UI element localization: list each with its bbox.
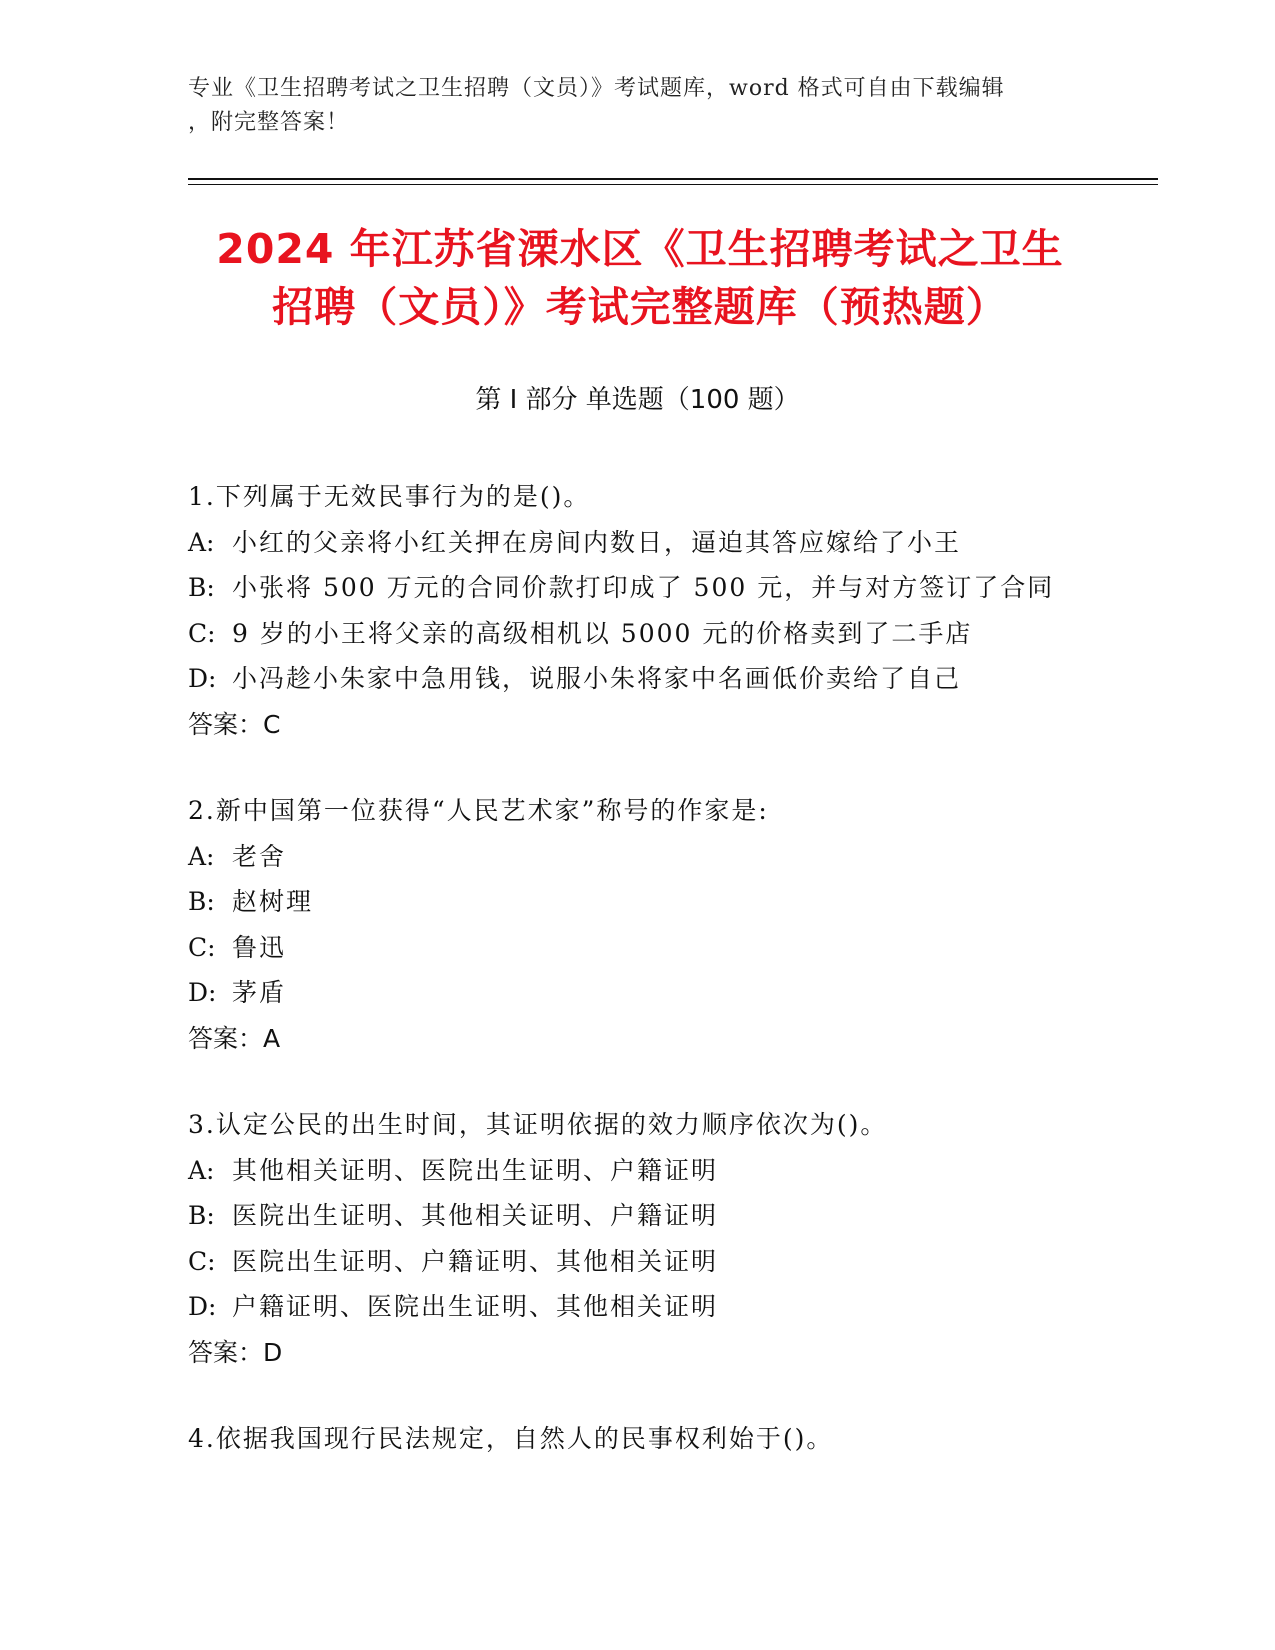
option-b [188, 1193, 1148, 1239]
option-text: 小冯趁小朱家中急用钱，说服小朱将家中名画低价卖给了自己 [232, 664, 962, 693]
option-c [188, 611, 1148, 657]
option-text: 鲁迅 [232, 932, 287, 962]
header-divider-thick [188, 178, 1158, 180]
option-text: 茅盾 [232, 978, 287, 1007]
question-4 [188, 1416, 1148, 1462]
option-text: 户籍证明、医院出生证明、其他相关证明 [232, 1292, 719, 1321]
option-key: B: [188, 573, 215, 602]
option-key: B: [188, 887, 215, 916]
question-list [188, 474, 1148, 1503]
header-note [188, 72, 1088, 140]
option-key: C: [188, 932, 216, 962]
option-text: 9 岁的小王将父亲的高级相机以 5000 元的价格卖到了二手店 [232, 618, 973, 648]
document-title [160, 220, 1120, 336]
option-c [188, 1239, 1148, 1285]
header-divider-thin [188, 184, 1158, 185]
option-text: 老舍 [232, 841, 287, 871]
option-a [188, 520, 1148, 566]
question-stem: 4.依据我国现行民法规定，自然人的民事权利始于()。 [188, 1424, 834, 1453]
option-text: 小张将 500 万元的合同价款打印成了 500 元，并与对方签订了合同 [232, 573, 1055, 602]
option-key: A: [188, 1155, 215, 1185]
option-b [188, 565, 1148, 611]
option-d [188, 1284, 1148, 1330]
option-b [188, 879, 1148, 925]
answer: 答案：C [188, 709, 281, 739]
option-a [188, 1148, 1148, 1194]
option-key: B: [188, 1201, 215, 1230]
option-key: D: [188, 664, 217, 693]
option-key: D: [188, 978, 217, 1007]
question-stem: 1.下列属于无效民事行为的是()。 [188, 482, 591, 511]
question-1 [188, 474, 1148, 747]
option-key: A: [188, 841, 215, 871]
header-note-line-1: 专业《卫生招聘考试之卫生招聘（文员）》考试题库，word 格式可自由下载编辑 [188, 76, 1005, 101]
option-key: C: [188, 1246, 216, 1276]
header-note-line-2: ，附完整答案！ [188, 110, 350, 135]
option-key: D: [188, 1292, 217, 1321]
option-a [188, 834, 1148, 880]
option-text: 赵树理 [232, 887, 314, 916]
option-c [188, 925, 1148, 971]
answer: 答案：D [188, 1337, 283, 1367]
option-d [188, 970, 1148, 1016]
document-title-line-1: 2024 年江苏省溧水区《卫生招聘考试之卫生 [216, 225, 1064, 273]
question-stem: 3.认定公民的出生时间，其证明依据的效力顺序依次为()。 [188, 1110, 888, 1139]
question-stem: 2.新中国第一位获得“人民艺术家”称号的作家是: [188, 796, 769, 825]
option-text: 医院出生证明、其他相关证明、户籍证明 [232, 1201, 719, 1230]
question-2 [188, 788, 1148, 1061]
section-title: 第 I 部分 单选题（100 题） [475, 385, 800, 415]
option-text: 小红的父亲将小红关押在房间内数日，逼迫其答应嫁给了小王 [232, 527, 962, 557]
question-3 [188, 1102, 1148, 1375]
option-d [188, 656, 1148, 702]
option-text: 其他相关证明、医院出生证明、户籍证明 [232, 1155, 719, 1185]
answer: 答案：A [188, 1023, 281, 1053]
option-text: 医院出生证明、户籍证明、其他相关证明 [232, 1246, 719, 1276]
option-key: C: [188, 618, 216, 648]
document-title-line-2: 招聘（文员）》考试完整题库（预热题） [272, 283, 1008, 331]
option-key: A: [188, 527, 215, 557]
